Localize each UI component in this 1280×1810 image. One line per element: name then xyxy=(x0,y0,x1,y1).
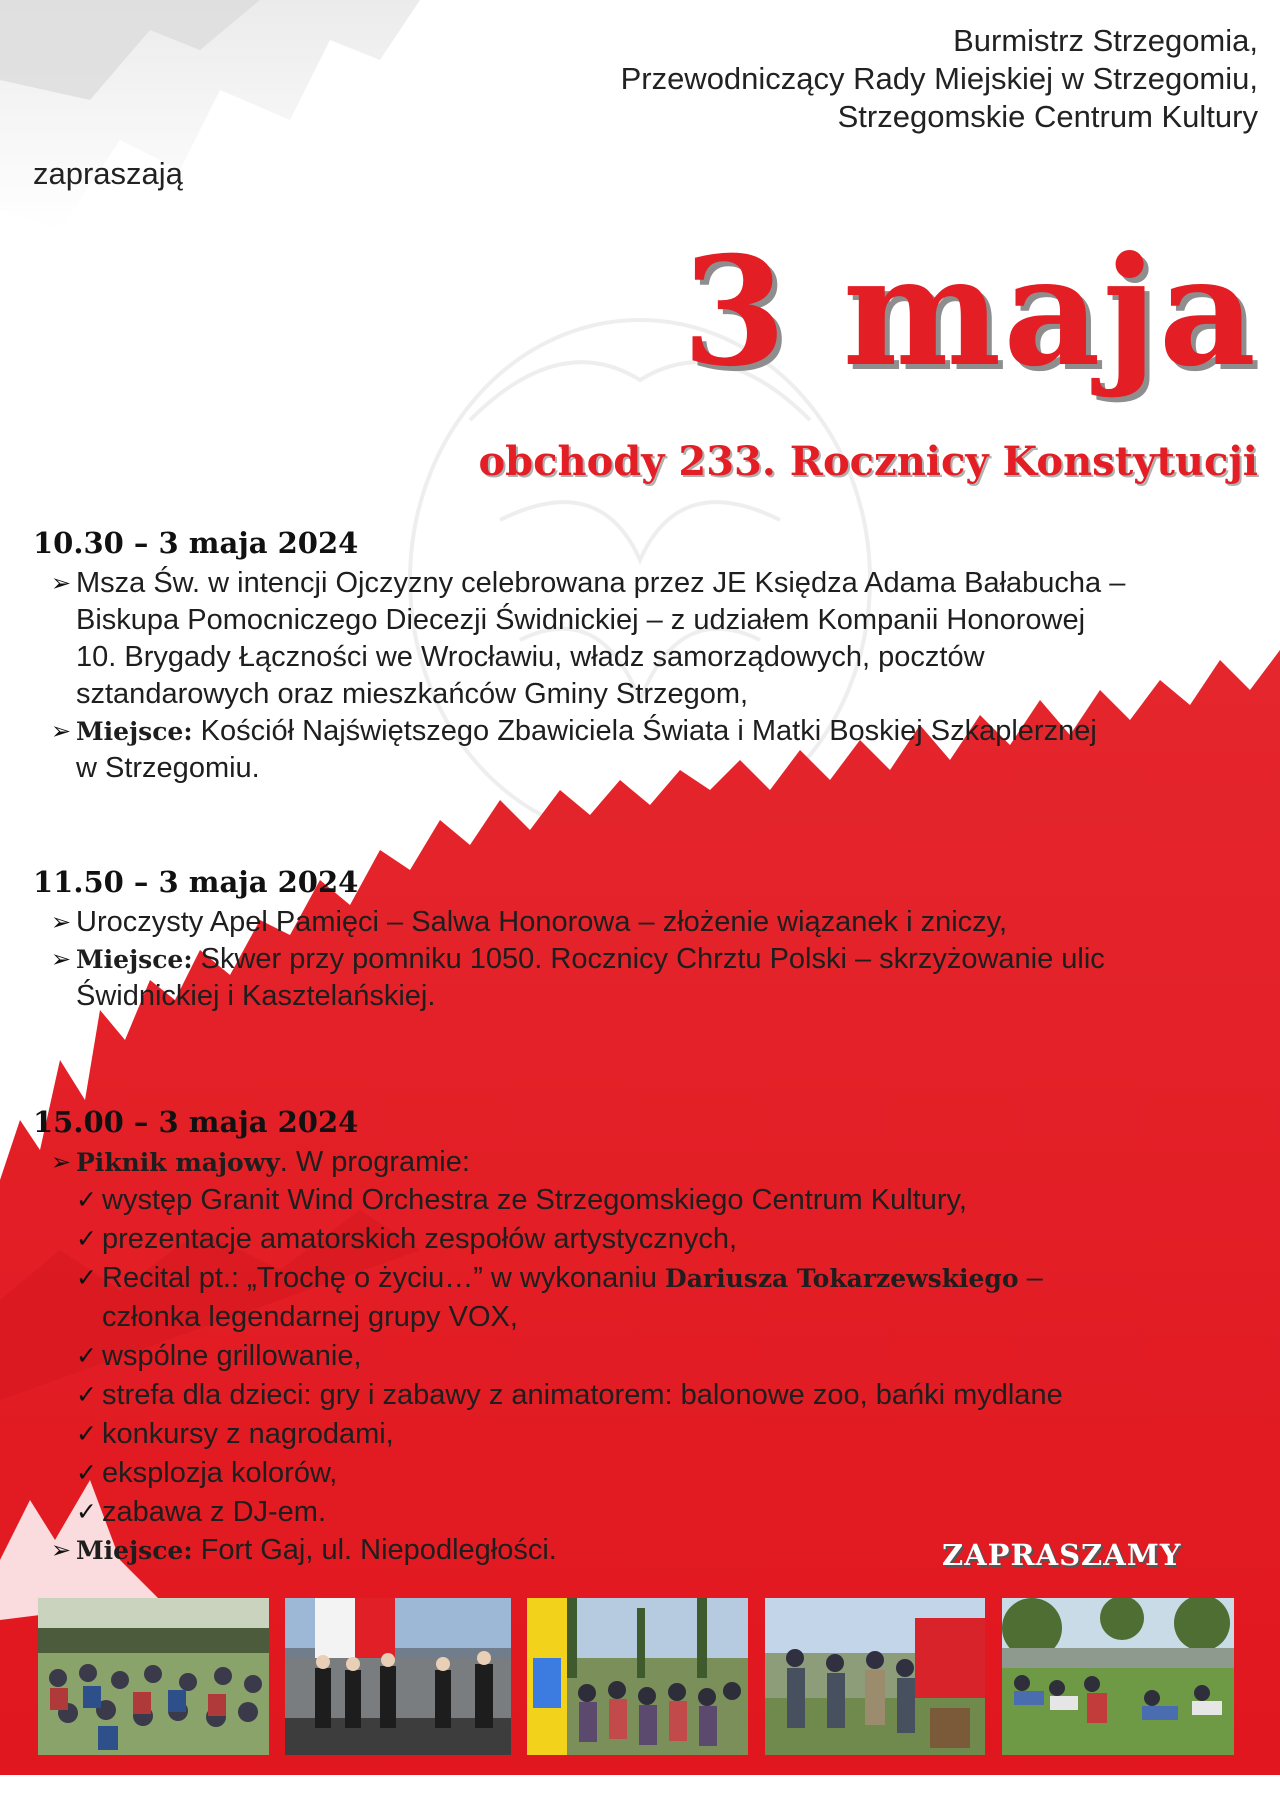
organizer-mayor: Burmistrz Strzegomia, xyxy=(953,23,1258,58)
check-icon: ✓ xyxy=(76,1342,97,1370)
event-section-3 xyxy=(33,1102,1248,1569)
program-text: konkursy z nagrodami, xyxy=(102,1418,394,1450)
program-text: eksplozja kolorów, xyxy=(102,1457,338,1489)
arrow-bullet-icon: ➢ xyxy=(51,946,72,973)
page-subtitle: obchody 233. Rocznicy Konstytucji xyxy=(478,438,1258,485)
invite-text: zapraszają xyxy=(33,156,183,191)
arrow-bullet-icon: ➢ xyxy=(51,909,72,936)
photo-picnic-crowd xyxy=(527,1598,748,1755)
place-text: Fort Gaj, ul. Niepodległości. xyxy=(200,1534,557,1566)
check-icon: ✓ xyxy=(76,1264,97,1292)
program-item xyxy=(33,1415,1248,1454)
picnic-intro xyxy=(33,1144,1248,1181)
event-section-1 xyxy=(33,523,1248,787)
event-description xyxy=(33,904,1248,941)
place-text: Kościół Najświętszego Zbawiciela Świata i Matki Boskiej Szkaplerznej xyxy=(200,715,1097,747)
program-item xyxy=(33,1220,1248,1259)
photo-lawn xyxy=(1002,1598,1234,1755)
program-text: występ Granit Wind Orchestra ze Strzegomskiego Centrum Kultury, xyxy=(102,1184,967,1216)
organizer-culture-center: Strzegomskie Centrum Kultury xyxy=(837,99,1258,134)
event-time-heading: 10.30 – 3 maja 2024 xyxy=(33,526,359,560)
check-icon: ✓ xyxy=(76,1420,97,1448)
photo-orchestra xyxy=(285,1598,511,1755)
photo-strip xyxy=(38,1598,1234,1756)
check-icon: ✓ xyxy=(76,1186,97,1214)
desc-line: sztandarowych oraz mieszkańców Gminy Strzegom, xyxy=(76,678,749,710)
program-item xyxy=(33,1181,1248,1220)
place-label: Miejsce: xyxy=(76,1536,193,1565)
page-title: 3 maja xyxy=(682,224,1258,400)
program-item xyxy=(33,1454,1248,1493)
event-description xyxy=(33,565,1248,713)
program-text: strefa dla dzieci: gry i zabawy z animatorem: balonowe zoo, bańki mydlane xyxy=(102,1379,1063,1411)
program-item xyxy=(33,1493,1248,1532)
arrow-bullet-icon: ➢ xyxy=(51,718,72,745)
event-time-heading: 11.50 – 3 maja 2024 xyxy=(33,865,359,899)
closing-invitation: ZAPRASZAMY xyxy=(942,1538,1182,1572)
recital-before: Recital pt.: „Trochę o życiu…” w wykonaniu xyxy=(102,1262,666,1294)
recital-line2: członka legendarnej grupy VOX, xyxy=(102,1301,518,1333)
program-item xyxy=(33,1337,1248,1376)
program-text: zabawa z DJ-em. xyxy=(102,1496,327,1528)
event-place xyxy=(33,713,1248,787)
place-text: w Strzegomiu. xyxy=(76,752,260,784)
check-icon: ✓ xyxy=(76,1381,97,1409)
picnic-rest: . W programie: xyxy=(279,1146,470,1178)
desc-line: Uroczysty Apel Pamięci – Salwa Honorowa – złożenie wiązanek i zniczy, xyxy=(76,906,1008,938)
program-item-recital xyxy=(33,1259,1248,1337)
event-time-heading: 15.00 – 3 maja 2024 xyxy=(33,1105,359,1139)
recital-artist: Dariusza Tokarzewskiego xyxy=(665,1264,1019,1293)
place-label: Miejsce: xyxy=(76,717,193,746)
program-text: wspólne grillowanie, xyxy=(102,1340,362,1372)
photo-audience xyxy=(38,1598,269,1755)
check-icon: ✓ xyxy=(76,1498,97,1526)
picnic-label: Piknik majowy xyxy=(76,1148,280,1177)
photo-visitors xyxy=(765,1598,985,1755)
event-section-2 xyxy=(33,862,1248,1015)
place-text: Skwer przy pomniku 1050. Rocznicy Chrztu Polski – skrzyżowanie ulic xyxy=(200,943,1105,975)
arrow-bullet-icon: ➢ xyxy=(51,570,72,597)
desc-line: Msza Św. w intencji Ojczyzny celebrowana przez JE Księdza Adama Bałabucha – xyxy=(76,567,1126,599)
organizer-council-chair: Przewodniczący Rady Miejskiej w Strzegomiu, xyxy=(620,61,1258,96)
desc-line: 10. Brygady Łączności we Wrocławiu, władz samorządowych, pocztów xyxy=(76,641,985,673)
place-text: Świdnickiej i Kasztelańskiej. xyxy=(76,980,436,1012)
desc-line: Biskupa Pomocniczego Diecezji Świdnickiej – z udziałem Kompanii Honorowej xyxy=(76,604,1086,636)
recital-after: – xyxy=(1018,1262,1043,1294)
event-place xyxy=(33,941,1248,1015)
place-label: Miejsce: xyxy=(76,945,193,974)
check-icon: ✓ xyxy=(76,1459,97,1487)
program-text: prezentacje amatorskich zespołów artystycznych, xyxy=(102,1223,738,1255)
organizers xyxy=(358,22,1258,136)
arrow-bullet-icon: ➢ xyxy=(51,1149,72,1176)
check-icon: ✓ xyxy=(76,1225,97,1253)
arrow-bullet-icon: ➢ xyxy=(51,1537,72,1564)
program-item xyxy=(33,1376,1248,1415)
